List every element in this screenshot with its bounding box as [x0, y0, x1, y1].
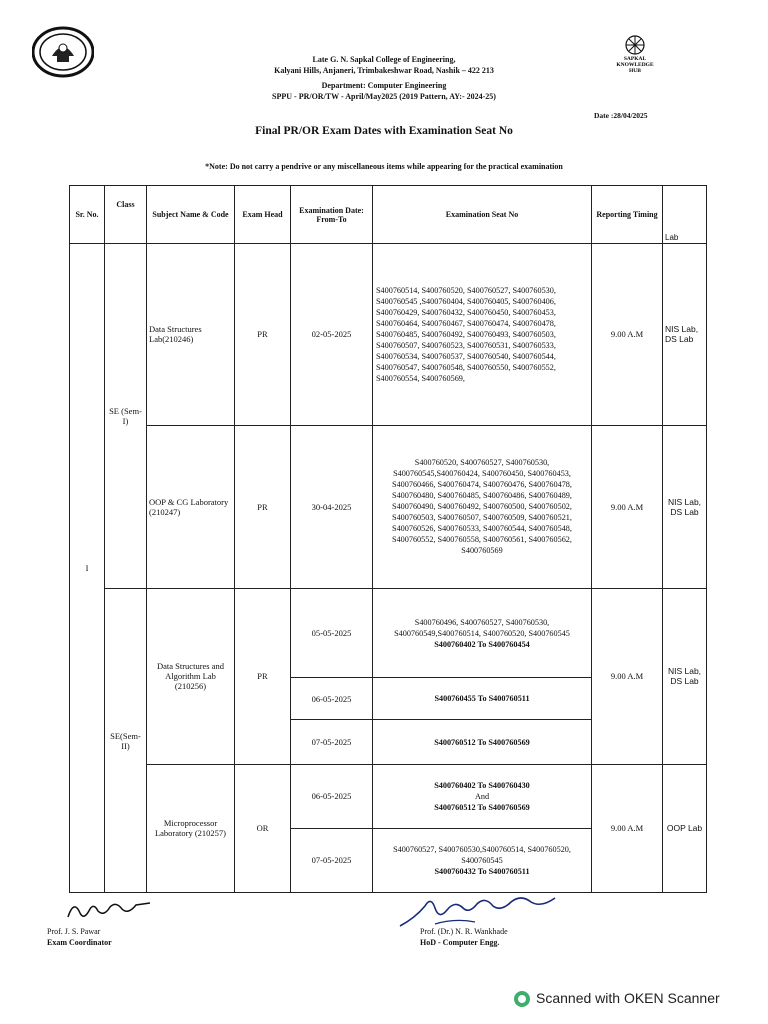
subject-name: OOP & CG Laboratory (210247) [147, 425, 235, 588]
seat-range: S400760432 To S400760511 [434, 866, 530, 876]
seat-numbers [373, 828, 592, 892]
coordinator-name: Prof. J. S. Pawar [47, 927, 101, 936]
lab-name: OOP Lab [663, 764, 707, 892]
seat-numbers [373, 589, 592, 678]
scanner-watermark [514, 990, 764, 1012]
exam-head: PR [235, 244, 291, 426]
college-name: Late G. N. Sapkal College of Engineering, [312, 55, 456, 64]
seat-range: S400760455 To S400760511 [373, 678, 592, 720]
coordinator-signature [60, 895, 160, 925]
table-row [70, 425, 707, 588]
header-exam-head: Exam Head [235, 186, 291, 244]
header-class: Class [105, 186, 147, 244]
hod-signature [395, 888, 570, 930]
header-row [70, 186, 707, 244]
reporting-timing: 9.00 A.M [592, 244, 663, 426]
seat-range: S400760402 To S400760454 [434, 639, 530, 649]
reporting-timing: 9.00 A.M [592, 764, 663, 892]
header-sr: Sr. No. [70, 186, 105, 244]
header-lab: Lab [663, 186, 707, 244]
seat-and: And [474, 791, 490, 801]
table-row [70, 764, 707, 828]
exam-date: 05-05-2025 [291, 589, 373, 678]
seat-range: S400760512 To S400760569 [434, 802, 530, 812]
lab-name: NIS Lab, DS Lab [663, 244, 707, 426]
exam-schedule-table [69, 185, 707, 893]
exam-head: OR [235, 764, 291, 892]
header-subject: Subject Name & Code [147, 186, 235, 244]
subject-name: Data Structures Lab(210246) [147, 244, 235, 426]
logo-text-1: SAPKAL [623, 56, 647, 62]
college-address: Kalyani Hills, Anjaneri, Trimbakeshwar Road, Nashik – 422 213 [274, 66, 494, 75]
subject-name: Microprocessor Laboratory (210257) [147, 764, 235, 892]
subject-name: Data Structures and Algorithm Lab (210256) [147, 589, 235, 764]
header-exam-date: Examination Date: From-To [291, 186, 373, 244]
exam-date: 06-05-2025 [291, 678, 373, 720]
exam-date: 30-04-2025 [291, 425, 373, 588]
header-seat-no: Examination Seat No [373, 186, 592, 244]
class-se-sem2: SE(Sem-II) [105, 589, 147, 893]
document-date: Date :28/04/2025 [594, 111, 648, 120]
reporting-timing: 9.00 A.M [592, 589, 663, 764]
scanner-logo-icon [514, 991, 530, 1007]
coordinator-role: Exam Coordinator [47, 938, 112, 947]
seat-range: S400760402 To S400760430 [434, 780, 530, 790]
exam-head: PR [235, 425, 291, 588]
logo-text-3: HUB [629, 68, 641, 73]
lab-name: NIS Lab, DS Lab [663, 589, 707, 764]
logo-text-2: KNOWLEDGE [616, 62, 654, 68]
table-row [70, 244, 707, 426]
lab-name: NIS Lab, DS Lab [663, 425, 707, 588]
hod-role: HoD - Computer Engg. [420, 938, 500, 947]
department: Department: Computer Engineering [321, 81, 447, 90]
exam-head: PR [235, 589, 291, 764]
reporting-timing: 9.00 A.M [592, 425, 663, 588]
note: *Note: Do not carry a pendrive or any miscellaneous items while appearing for the practical examination [205, 162, 563, 171]
sr-no: I [70, 244, 105, 893]
header-timing: Reporting Timing [592, 186, 663, 244]
table-row [70, 589, 707, 678]
scanner-text: Scanned with OKEN Scanner [536, 990, 720, 1006]
exam-date: 07-05-2025 [291, 828, 373, 892]
seat-numbers [373, 764, 592, 828]
seat-list: S400760527, S400760530,S400760514, S400760520, S400760545 [393, 844, 571, 865]
document-title: Final PR/OR Exam Dates with Examination Seat No [255, 125, 513, 137]
seat-numbers: S400760520, S400760527, S400760530, S400760545,S400760424, S400760450, S400760453, S400760466, S400760474, S400760476, S400760478, S400760480, S400760485, S400760486, S400760489, S400760490, S400760492, S400760500, S400760502, S400760503, S400760507, S400760509, S400760521, S400760526, S400760533, S400760544, S400760548, S400760552, S400760558, S400760561, S400760562, S400760569 [373, 425, 592, 588]
exam-date: 07-05-2025 [291, 720, 373, 764]
seat-list: S400760496, S400760527, S400760530, S400760549,S400760514, S400760520, S400760545 [394, 617, 570, 638]
seat-range: S400760512 To S400760569 [373, 720, 592, 764]
exam-date: 02-05-2025 [291, 244, 373, 426]
seat-numbers: S400760514, S400760520, S400760527, S400760530, S400760545 ,S400760404, S400760405, S400760406, S400760429, S400760432, S400760450, S400760453, S400760464, S400760467, S400760474, S400760478, S400760485, S400760492, S400760493, S400760503, S400760507, S400760523, S400760531, S400760533, S400760534, S400760537, S400760540, S400760544, S400760547, S400760548, S400760550, S400760552, S400760554, S400760569, [373, 244, 592, 426]
class-se-sem1: SE (Sem-I) [105, 244, 147, 589]
exam-date: 06-05-2025 [291, 764, 373, 828]
exam-name: SPPU - PR/OR/TW - April/May2025 (2019 Pattern, AY:- 2024-25) [272, 92, 496, 101]
hod-name: Prof. (Dr.) N. R. Wankhade [420, 927, 508, 936]
